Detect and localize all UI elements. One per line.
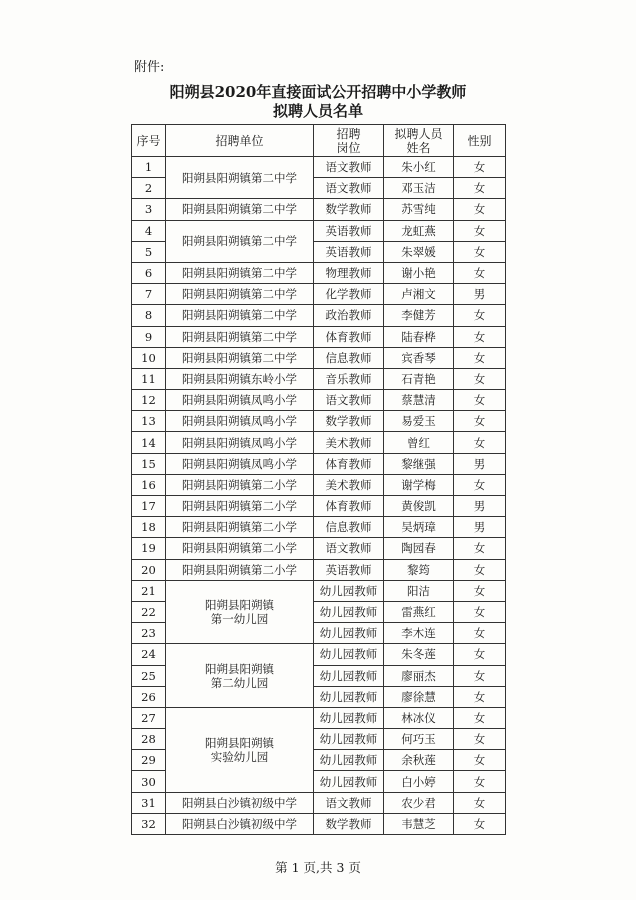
cell-unit-kindergarten-1 (166, 580, 314, 644)
cell-post: 幼儿园教师 (314, 580, 384, 601)
table-row (132, 199, 506, 220)
cell-gender: 女 (454, 262, 506, 283)
cell-seq: 6 (132, 262, 166, 283)
cell-seq: 8 (132, 305, 166, 326)
cell-post: 物理教师 (314, 262, 384, 283)
cell-name: 白小婷 (384, 771, 454, 792)
table-row (132, 220, 506, 241)
cell-name: 何巧玉 (384, 729, 454, 750)
cell-unit: 阳朔县阳朔镇第二中学 (166, 305, 314, 326)
table-row (132, 390, 506, 411)
cell-post: 数学教师 (314, 813, 384, 834)
cell-seq: 13 (132, 411, 166, 432)
header-seq: 序号 (132, 125, 166, 157)
cell-gender: 女 (454, 665, 506, 686)
cell-gender: 女 (454, 601, 506, 622)
cell-gender: 男 (454, 453, 506, 474)
cell-gender: 女 (454, 707, 506, 728)
cell-gender: 女 (454, 686, 506, 707)
cell-name: 龙虹燕 (384, 220, 454, 241)
cell-gender: 女 (454, 390, 506, 411)
table-row (132, 262, 506, 283)
cell-post: 信息教师 (314, 347, 384, 368)
cell-unit: 阳朔县阳朔镇第二小学 (166, 517, 314, 538)
cell-gender: 女 (454, 729, 506, 750)
cell-post: 英语教师 (314, 220, 384, 241)
cell-seq: 29 (132, 750, 166, 771)
cell-post: 美术教师 (314, 474, 384, 495)
table-row (132, 368, 506, 389)
cell-gender: 女 (454, 538, 506, 559)
table-row (132, 347, 506, 368)
cell-name: 谢小艳 (384, 262, 454, 283)
header-name (384, 125, 454, 157)
header-name-line2: 姓名 (406, 140, 431, 155)
header-gender: 性别 (454, 125, 506, 157)
cell-seq: 10 (132, 347, 166, 368)
cell-post: 化学教师 (314, 284, 384, 305)
cell-name: 宾香琴 (384, 347, 454, 368)
cell-post: 幼儿园教师 (314, 623, 384, 644)
cell-seq: 14 (132, 432, 166, 453)
table-row (132, 813, 506, 834)
cell-post: 语文教师 (314, 792, 384, 813)
cell-seq: 9 (132, 326, 166, 347)
cell-gender: 女 (454, 326, 506, 347)
document-subtitle: 拟聘人员名单 (272, 102, 363, 120)
table-row (132, 411, 506, 432)
cell-name: 廖徐慧 (384, 686, 454, 707)
table-row (132, 305, 506, 326)
cell-seq: 30 (132, 771, 166, 792)
cell-post: 数学教师 (314, 411, 384, 432)
cell-seq: 18 (132, 517, 166, 538)
cell-gender: 女 (454, 220, 506, 241)
cell-gender: 男 (454, 284, 506, 305)
cell-seq: 23 (132, 623, 166, 644)
cell-gender: 女 (454, 432, 506, 453)
cell-name: 吴炳璋 (384, 517, 454, 538)
page-footer: 第 1 页,共 3 页 (275, 860, 361, 875)
table-row (132, 707, 506, 728)
cell-seq: 26 (132, 686, 166, 707)
cell-unit: 阳朔县阳朔镇第二小学 (166, 538, 314, 559)
cell-seq: 3 (132, 199, 166, 220)
cell-gender: 女 (454, 157, 506, 178)
cell-name: 韦慧芝 (384, 813, 454, 834)
cell-post: 政治教师 (314, 305, 384, 326)
cell-gender: 女 (454, 368, 506, 389)
cell-seq: 31 (132, 792, 166, 813)
cell-post: 英语教师 (314, 559, 384, 580)
cell-name: 李健芳 (384, 305, 454, 326)
table-row (132, 474, 506, 495)
cell-gender: 女 (454, 199, 506, 220)
cell-name: 阳洁 (384, 580, 454, 601)
cell-unit: 阳朔县白沙镇初级中学 (166, 813, 314, 834)
cell-unit: 阳朔县阳朔镇凤鸣小学 (166, 432, 314, 453)
cell-gender: 女 (454, 474, 506, 495)
cell-post: 幼儿园教师 (314, 707, 384, 728)
cell-post: 语文教师 (314, 390, 384, 411)
cell-name: 曾红 (384, 432, 454, 453)
table-row (132, 496, 506, 517)
cell-gender: 女 (454, 559, 506, 580)
cell-name: 苏雪纯 (384, 199, 454, 220)
cell-name: 朱小红 (384, 157, 454, 178)
unit-line1: 阳朔县阳朔镇 (205, 661, 274, 676)
table-row (132, 792, 506, 813)
cell-gender: 女 (454, 792, 506, 813)
cell-gender: 女 (454, 305, 506, 326)
cell-post: 语文教师 (314, 157, 384, 178)
candidate-table (131, 124, 506, 835)
cell-gender: 女 (454, 241, 506, 262)
cell-gender: 男 (454, 517, 506, 538)
cell-post: 英语教师 (314, 241, 384, 262)
cell-unit: 阳朔县阳朔镇第二中学 (166, 199, 314, 220)
cell-name: 黄俊凯 (384, 496, 454, 517)
table-row (132, 326, 506, 347)
cell-gender: 女 (454, 347, 506, 368)
cell-unit: 阳朔县阳朔镇凤鸣小学 (166, 453, 314, 474)
table-row (132, 284, 506, 305)
cell-post: 幼儿园教师 (314, 644, 384, 665)
cell-unit: 阳朔县阳朔镇东岭小学 (166, 368, 314, 389)
cell-gender: 女 (454, 178, 506, 199)
cell-seq: 20 (132, 559, 166, 580)
cell-gender: 男 (454, 496, 506, 517)
cell-post: 体育教师 (314, 496, 384, 517)
cell-name: 陆春桦 (384, 326, 454, 347)
cell-name: 石青艳 (384, 368, 454, 389)
cell-name: 李木连 (384, 623, 454, 644)
cell-gender: 女 (454, 813, 506, 834)
cell-seq: 16 (132, 474, 166, 495)
cell-seq: 24 (132, 644, 166, 665)
cell-post: 幼儿园教师 (314, 686, 384, 707)
cell-name: 朱冬莲 (384, 644, 454, 665)
cell-post: 音乐教师 (314, 368, 384, 389)
cell-name: 蔡慧清 (384, 390, 454, 411)
table-row (132, 644, 506, 665)
cell-seq: 4 (132, 220, 166, 241)
cell-gender: 女 (454, 750, 506, 771)
cell-unit: 阳朔县阳朔镇第二中学 (166, 262, 314, 283)
cell-post: 幼儿园教师 (314, 729, 384, 750)
cell-unit-kindergarten-2 (166, 644, 314, 708)
cell-unit: 阳朔县阳朔镇第二中学 (166, 347, 314, 368)
cell-post: 幼儿园教师 (314, 771, 384, 792)
unit-line1: 阳朔县阳朔镇 (205, 598, 274, 613)
cell-seq: 28 (132, 729, 166, 750)
header-post-line1: 招聘 (336, 126, 361, 141)
cell-name: 谢学梅 (384, 474, 454, 495)
table-row (132, 453, 506, 474)
cell-name: 农少君 (384, 792, 454, 813)
cell-unit: 阳朔县阳朔镇第二小学 (166, 474, 314, 495)
cell-post: 美术教师 (314, 432, 384, 453)
cell-seq: 5 (132, 241, 166, 262)
unit-line2: 实验幼儿园 (210, 749, 269, 764)
unit-line2: 第一幼儿园 (210, 612, 269, 627)
cell-seq: 2 (132, 178, 166, 199)
cell-gender: 女 (454, 580, 506, 601)
cell-unit: 阳朔县阳朔镇第二中学 (166, 284, 314, 305)
table-row (132, 517, 506, 538)
unit-line2: 第二幼儿园 (210, 675, 269, 690)
cell-name: 雷燕红 (384, 601, 454, 622)
cell-seq: 1 (132, 157, 166, 178)
cell-seq: 22 (132, 601, 166, 622)
table-row (132, 580, 506, 601)
cell-post: 数学教师 (314, 199, 384, 220)
header-name-line1: 拟聘人员 (394, 126, 443, 141)
cell-unit: 阳朔县阳朔镇第二小学 (166, 559, 314, 580)
header-unit: 招聘单位 (166, 125, 314, 157)
cell-seq: 15 (132, 453, 166, 474)
table-row (132, 538, 506, 559)
cell-post: 信息教师 (314, 517, 384, 538)
cell-unit: 阳朔县阳朔镇第二中学 (166, 157, 314, 199)
cell-seq: 25 (132, 665, 166, 686)
unit-line1: 阳朔县阳朔镇 (205, 735, 274, 750)
cell-unit: 阳朔县阳朔镇凤鸣小学 (166, 411, 314, 432)
table-row (132, 432, 506, 453)
cell-name: 余秋莲 (384, 750, 454, 771)
cell-seq: 11 (132, 368, 166, 389)
cell-post: 体育教师 (314, 453, 384, 474)
cell-seq: 21 (132, 580, 166, 601)
cell-gender: 女 (454, 771, 506, 792)
cell-name: 陶园春 (384, 538, 454, 559)
cell-name: 林冰仪 (384, 707, 454, 728)
cell-seq: 17 (132, 496, 166, 517)
cell-unit: 阳朔县白沙镇初级中学 (166, 792, 314, 813)
header-post (314, 125, 384, 157)
cell-name: 黎筠 (384, 559, 454, 580)
header-post-line2: 岗位 (336, 140, 361, 155)
cell-name: 邓玉洁 (384, 178, 454, 199)
cell-unit-kindergarten-3 (166, 707, 314, 792)
cell-name: 卢湘文 (384, 284, 454, 305)
cell-post: 体育教师 (314, 326, 384, 347)
cell-gender: 女 (454, 623, 506, 644)
cell-post: 幼儿园教师 (314, 665, 384, 686)
cell-seq: 27 (132, 707, 166, 728)
cell-name: 易爱玉 (384, 411, 454, 432)
document-title: 阳朔县2020年直接面试公开招聘中小学教师 (169, 83, 467, 101)
cell-unit: 阳朔县阳朔镇第二中学 (166, 220, 314, 262)
cell-unit: 阳朔县阳朔镇第二小学 (166, 496, 314, 517)
cell-post: 语文教师 (314, 538, 384, 559)
cell-gender: 女 (454, 644, 506, 665)
cell-unit: 阳朔县阳朔镇第二中学 (166, 326, 314, 347)
cell-seq: 19 (132, 538, 166, 559)
cell-post: 幼儿园教师 (314, 601, 384, 622)
cell-name: 廖丽杰 (384, 665, 454, 686)
table-row (132, 559, 506, 580)
cell-unit: 阳朔县阳朔镇凤鸣小学 (166, 390, 314, 411)
cell-seq: 32 (132, 813, 166, 834)
cell-post: 语文教师 (314, 178, 384, 199)
cell-seq: 7 (132, 284, 166, 305)
table-header-row (132, 125, 506, 157)
cell-name: 黎继强 (384, 453, 454, 474)
attachment-label: 附件: (134, 60, 165, 75)
cell-post: 幼儿园教师 (314, 750, 384, 771)
table-row (132, 157, 506, 178)
cell-name: 朱翠媛 (384, 241, 454, 262)
cell-seq: 12 (132, 390, 166, 411)
cell-gender: 女 (454, 411, 506, 432)
